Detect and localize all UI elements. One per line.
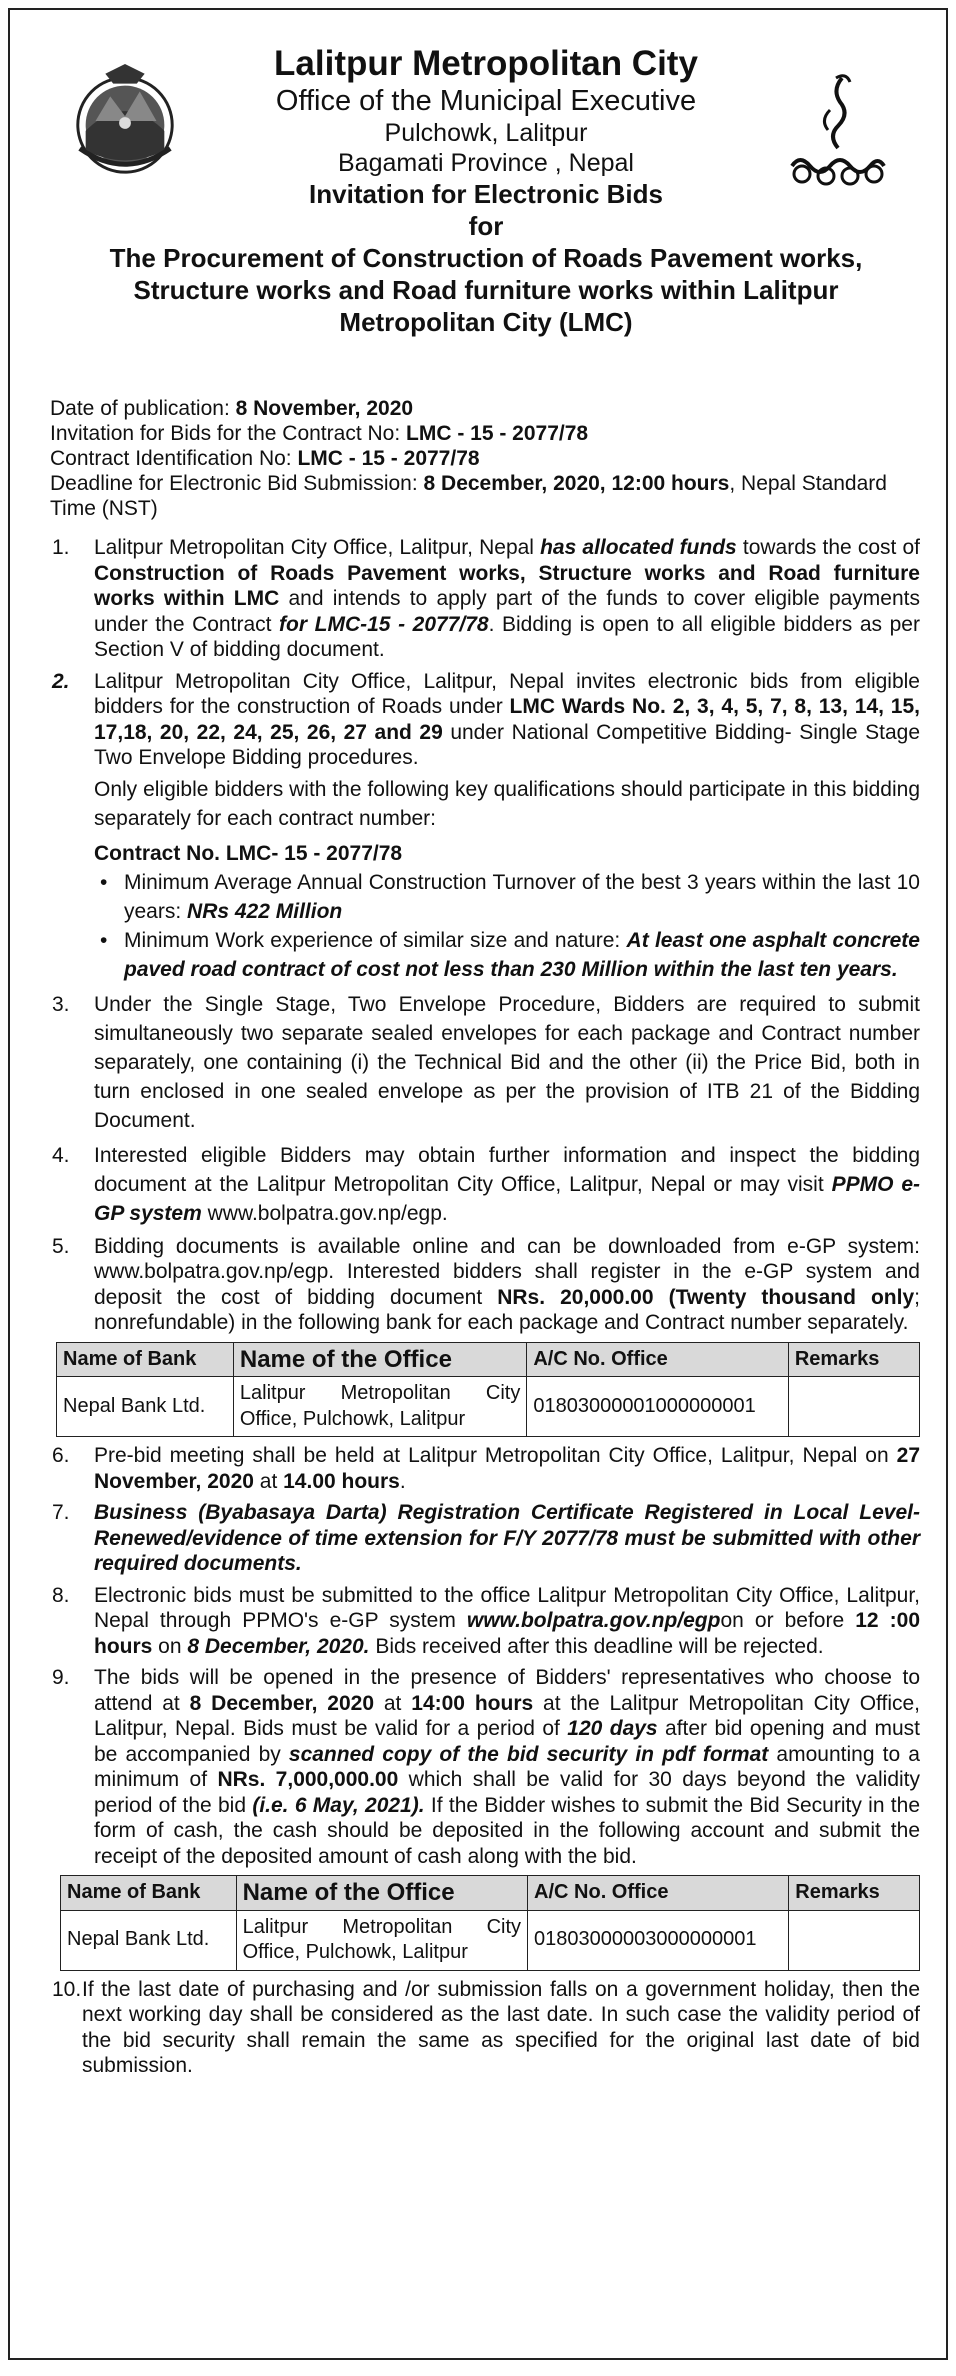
bid-meta bbox=[50, 396, 920, 521]
org-office: Office of the Municipal Executive bbox=[275, 85, 697, 117]
table-header-account: A/C No. Office bbox=[527, 1342, 789, 1377]
clause-8: 8. Electronic bids must be submitted to the office Lalitpur Metropolitan City Office, Lalitpur, Nepal through PPMO's e-GP system www.bolpatra.gov.np/egpon or before 12 :00 hours on 8 December, 2020. Bids received after this deadline will be rejected. bbox=[52, 1583, 921, 1658]
subject-line-2: Structure works and Road furniture works within Lalitpur bbox=[133, 275, 839, 305]
office-name-cell: Lalitpur Metropolitan City Office, Pulchowk, Lalitpur bbox=[233, 1377, 526, 1437]
contract-number: Contract No. LMC- 15 - 2077/78 bbox=[94, 841, 403, 865]
account-number-cell: 01803000001000000001 bbox=[527, 1377, 789, 1437]
clause-3: 3. Under the Single Stage, Two Envelope Procedure, Bidders are required to submit simultaneously two separate sealed envelopes for each package and Contract number separately, one containing (i) the Technical Bid and the other (ii) the Price Bid, both in turn enclosed in one sealed envelope as per the provision of ITB 21 of the Bidding Document. bbox=[52, 992, 920, 1132]
subject-line-1: The Procurement of Construction of Roads Pavement works, bbox=[109, 243, 863, 273]
clause-1: 1. Lalitpur Metropolitan City Office, Lalitpur, Nepal has allocated funds towards the cost of Construction of Roads Pavement works, Structure works and Road furniture works within LMC and intends to apply part of the funds to cover eligible payments under the Contract for LMC-15 - 2077/78. Bidding is open to all eligible bidders as per Section V of bidding document. bbox=[52, 536, 920, 661]
remarks-cell bbox=[789, 1910, 920, 1970]
table-row bbox=[57, 1377, 920, 1437]
bank-name-cell: Nepal Bank Ltd. bbox=[57, 1377, 234, 1437]
notice-header bbox=[52, 44, 920, 382]
clause-4: 4. Interested eligible Bidders may obtain further information and inspect the bidding document at the Lalitpur Metropolitan City Office, Lalitpur, Nepal or may visit PPMO e-GP system www.bolpatra.gov.np/egp. bbox=[52, 1143, 920, 1225]
account-number-cell: 01803000003000000001 bbox=[528, 1910, 789, 1970]
lmc-logo-icon bbox=[780, 70, 890, 200]
table-row bbox=[61, 1910, 920, 1970]
bank-table-1 bbox=[56, 1342, 920, 1438]
for-heading: for bbox=[468, 211, 504, 241]
invitation-heading: Invitation for Electronic Bids bbox=[309, 179, 663, 209]
submission-deadline: Deadline for Electronic Bid Submission: 8 December, 2020, 12:00 hours, Nepal Standard Time (NST) bbox=[50, 472, 887, 520]
subject-line-3: Metropolitan City (LMC) bbox=[339, 307, 633, 337]
publication-date: Date of publication: 8 November, 2020 bbox=[50, 397, 414, 420]
nepal-emblem-icon bbox=[66, 62, 184, 180]
ifb-number: Invitation for Bids for the Contract No: LMC - 15 - 2077/78 bbox=[50, 422, 589, 445]
clause-10: 10. If the last date of purchasing and /or submission falls on a government holiday, then the next working day shall be considered as the last date. In such case the validity period of the bid security shall remain the same as specified for the original last date of bid submission. bbox=[52, 1977, 920, 2077]
table-header-account: A/C No. Office bbox=[528, 1876, 789, 1911]
qualification-turnover: • Minimum Average Annual Construction Turnover of the best 3 years within the last 10 years: NRs 422 Million bbox=[94, 868, 920, 926]
org-address-line-1: Pulchowk, Lalitpur bbox=[384, 119, 588, 147]
qualification-experience: • Minimum Work experience of similar size and nature: At least one asphalt concrete paved road contract of cost not less than 230 Million within the last ten years. bbox=[94, 926, 920, 984]
contract-id: Contract Identification No: LMC - 15 - 2077/78 bbox=[50, 447, 480, 470]
clause-2: 2. Lalitpur Metropolitan City Office, Lalitpur, Nepal invites electronic bids from eligible bidders for the construction of Roads under LMC Wards No. 2, 3, 4, 5, 7, 8, 13, 14, 15, 17,18, 20, 22, 24, 25, 26, 27 and 29 under National Competitive Bidding- Single Stage Two Envelope Bidding procedures. bbox=[52, 669, 920, 769]
qualification-intro: Only eligible bidders with the following key qualifications should participate in this bidding separately for each contract number: bbox=[94, 777, 920, 830]
bullet-icon: • bbox=[100, 870, 108, 894]
table-header-office: Name of the Office bbox=[233, 1342, 526, 1377]
clause-9: 9. The bids will be opened in the presence of Bidders' representatives who choose to attend at 8 December, 2020 at 14:00 hours at the Lalitpur Metropolitan City Office, Lalitpur, Nepal. Bids must be valid for a period of 120 days after bid opening and must be accompanied by scanned copy of the bid security in pdf format amounting to a minimum of NRs. 7,000,000.00 which shall be valid for 30 days beyond the validity period of the bid (i.e. 6 May, 2021). If the Bidder wishes to submit the Bid Security in the form of cash, the cash should be deposited in the following account and submit the receipt of the deposited amount of cash along with the bid. bbox=[52, 1666, 921, 1868]
notice-page bbox=[8, 8, 948, 2360]
bank-name-cell: Nepal Bank Ltd. bbox=[61, 1910, 237, 1970]
qualification-list bbox=[52, 868, 920, 984]
table-header-bank: Name of Bank bbox=[57, 1342, 234, 1377]
clause-7: 7. Business (Byabasaya Darta) Registration Certificate Registered in Local Level-Renewed/evidence of time extension for F/Y 2077/78 must be submitted with other required documents. bbox=[52, 1501, 920, 1575]
table-header-remarks: Remarks bbox=[789, 1876, 920, 1911]
org-address-line-2: Bagamati Province , Nepal bbox=[338, 149, 634, 177]
table-header-office: Name of the Office bbox=[236, 1876, 527, 1911]
office-name-cell: Lalitpur Metropolitan City Office, Pulchowk, Lalitpur bbox=[236, 1910, 527, 1970]
bullet-icon: • bbox=[100, 928, 108, 952]
bank-table-2 bbox=[60, 1875, 920, 1971]
table-header-remarks: Remarks bbox=[788, 1342, 919, 1377]
clause-5: 5. Bidding documents is available online and can be downloaded from e-GP system: www.bolpatra.gov.np/egp. Interested bidders shall register in the e-GP system and deposit the cost of bidding document NRs. 20,000.00 (Twenty thousand only; nonrefundable) in the following bank for each package and Contract number separately. bbox=[52, 1234, 920, 1334]
table-header-bank: Name of Bank bbox=[61, 1876, 237, 1911]
org-title: Lalitpur Metropolitan City bbox=[274, 44, 698, 83]
remarks-cell bbox=[788, 1377, 919, 1437]
clause-6: 6. Pre-bid meeting shall be held at Lalitpur Metropolitan City Office, Lalitpur, Nepal on 27 November, 2020 at 14.00 hours. bbox=[52, 1444, 920, 1493]
